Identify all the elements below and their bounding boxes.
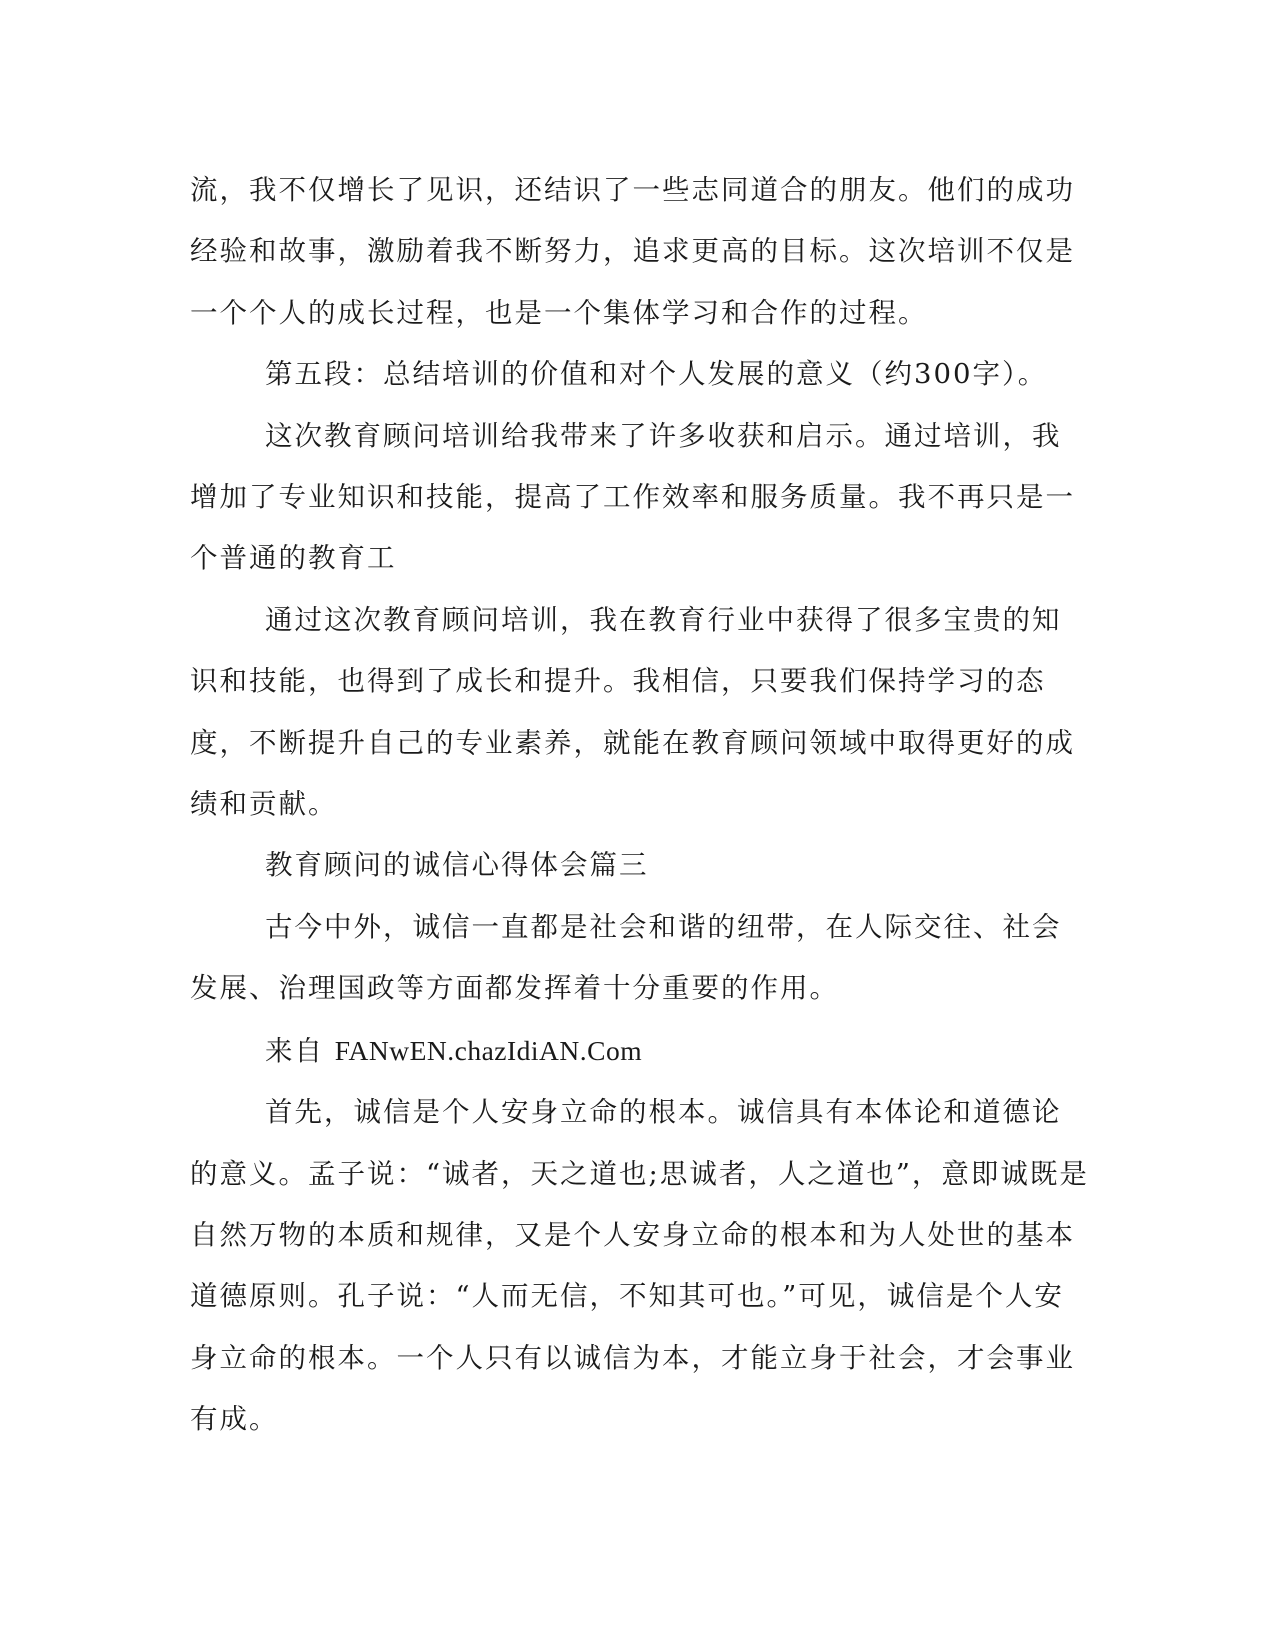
paragraph-continuation: 流，我不仅增长了见识，还结识了一些志同道合的朋友。他们的成功经验和故事，激励着我不断努力，追求更高的目标。这次培训不仅是一个个人的成长过程，也是一个集体学习和合作的过程。 [190, 174, 1075, 329]
paragraph-integrity-intro: 古今中外，诚信一直都是社会和谐的纽带，在人际交往、社会发展、治理国政等方面都发挥着十分重要的作用。 [190, 910, 1062, 1005]
source-prefix: 来自 [265, 1034, 335, 1067]
document-body [190, 160, 1090, 1451]
source-site: FANwEN.chazIdiAN.Com [334, 1034, 643, 1066]
article-title-part-three: 教育顾问的诚信心得体会篇三 [265, 849, 649, 882]
paragraph-training-conclusion: 通过这次教育顾问培训，我在教育行业中获得了很多宝贵的知识和技能，也得到了成长和提升。我相信，只要我们保持学习的态度，不断提升自己的专业素养，就能在教育顾问领域中取得更好的成绩和贡献。 [190, 603, 1075, 821]
paragraph-training-gains: 这次教育顾问培训给我带来了许多收获和启示。通过培训，我增加了专业知识和技能，提高了工作效率和服务质量。我不再只是一个普通的教育工 [190, 419, 1075, 575]
paragraph-integrity-foundation: 首先，诚信是个人安身立命的根本。诚信具有本体论和道德论的意义。孟子说：“诚者，天之道也;思诚者，人之道也”，意即诚既是自然万物的本质和规律，又是个人安身立命的根本和为人处世的基本道德原则。孔子说：“人而无信，不知其可也。”可见，诚信是个人安身立命的根本。一个人只有以诚信为本，才能立身于社会，才会事业有成。 [190, 1096, 1089, 1436]
paragraph-source [190, 1020, 1090, 1082]
paragraph-section-five-heading: 第五段：总结培训的价值和对个人发展的意义（约300字）。 [265, 358, 1048, 391]
